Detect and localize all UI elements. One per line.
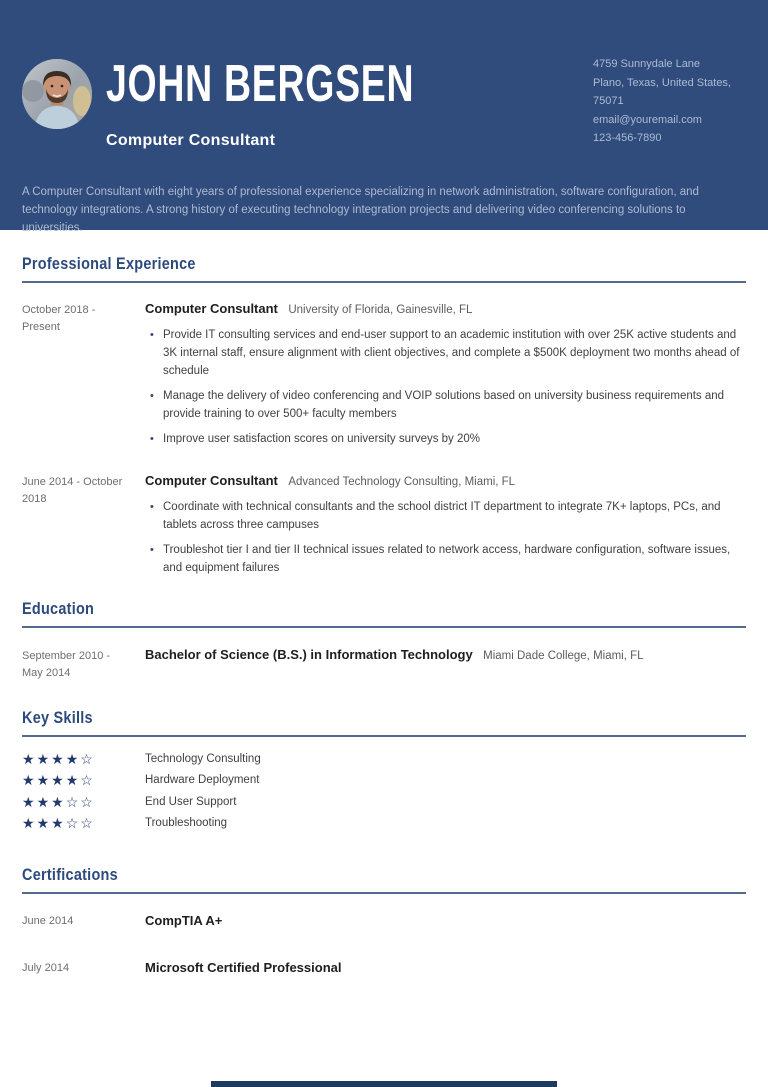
certification-date: June 2014 bbox=[22, 915, 74, 927]
star-filled-icon: ★ bbox=[36, 750, 52, 767]
contact-phone: 123-456-7890 bbox=[593, 132, 662, 144]
skill-row bbox=[22, 748, 746, 770]
resume-body bbox=[0, 254, 768, 977]
skill-label: Troubleshooting bbox=[145, 817, 228, 830]
skill-rating-stars bbox=[22, 773, 127, 787]
star-filled-icon: ★ bbox=[22, 772, 37, 789]
bullet-icon: • bbox=[150, 544, 154, 556]
education-heading: Education bbox=[22, 599, 95, 618]
job-position: Computer Consultant bbox=[145, 301, 278, 316]
bullet-text: Troubleshot tier I and tier II technical issues related to network access, hardware configuration, software issues, and equipment failures bbox=[163, 544, 731, 574]
skill-label: Hardware Deployment bbox=[145, 774, 260, 787]
star-filled-icon: ★ bbox=[51, 772, 66, 789]
avatar bbox=[22, 59, 92, 129]
job-bullets bbox=[145, 326, 746, 448]
skill-rating-stars bbox=[22, 752, 127, 766]
bullet-icon: • bbox=[150, 501, 154, 513]
star-empty-icon: ☆ bbox=[80, 750, 95, 767]
star-filled-icon: ★ bbox=[36, 772, 52, 789]
job-dates: June 2014 - October 2018 bbox=[22, 476, 123, 505]
experience-heading: Professional Experience bbox=[22, 254, 196, 273]
star-empty-icon: ☆ bbox=[65, 793, 81, 810]
bullet-item bbox=[145, 541, 746, 577]
section-education bbox=[22, 599, 746, 682]
job-entry bbox=[22, 300, 746, 455]
identity-block bbox=[106, 55, 534, 150]
job-company: University of Florida, Gainesville, FL bbox=[288, 304, 473, 316]
job-details bbox=[145, 472, 746, 584]
section-experience bbox=[22, 254, 746, 584]
skill-label: Technology Consulting bbox=[145, 752, 261, 765]
job-title-line bbox=[145, 300, 746, 318]
star-empty-icon: ☆ bbox=[80, 815, 95, 832]
bullet-item bbox=[145, 387, 746, 423]
star-filled-icon: ★ bbox=[51, 815, 66, 832]
star-empty-icon: ☆ bbox=[65, 815, 81, 832]
skill-row bbox=[22, 791, 746, 813]
job-title-line bbox=[145, 472, 746, 490]
section-certifications bbox=[22, 865, 746, 977]
bullet-text: Provide IT consulting services and end-user support to an academic institution with over 25K active students and 3K internal staff, ensure alignment with client objectives, and complete a $500K deployment two months ahead of schedule bbox=[163, 329, 740, 377]
skills-heading: Key Skills bbox=[22, 708, 93, 727]
certification-entry bbox=[22, 959, 746, 977]
job-position: Computer Consultant bbox=[145, 473, 278, 488]
star-empty-icon: ☆ bbox=[80, 772, 95, 789]
star-filled-icon: ★ bbox=[22, 815, 37, 832]
section-divider bbox=[22, 892, 746, 894]
certification-name: Microsoft Certified Professional bbox=[145, 960, 342, 975]
bullet-icon: • bbox=[150, 329, 154, 341]
school-name: Miami Dade College, Miami, FL bbox=[483, 650, 644, 662]
star-filled-icon: ★ bbox=[65, 750, 81, 767]
skills-list bbox=[22, 748, 746, 834]
bullet-text: Improve user satisfaction scores on university surveys by 20% bbox=[163, 433, 481, 445]
resume-header bbox=[0, 0, 768, 234]
education-dates: September 2010 - May 2014 bbox=[22, 650, 111, 679]
bullet-text: Manage the delivery of video conferencing and VOIP solutions based on university business requirements and provide training to over 500+ faculty members bbox=[163, 390, 725, 420]
bullet-item bbox=[145, 498, 746, 534]
degree-name: Bachelor of Science (B.S.) in Information Technology bbox=[145, 647, 473, 662]
skill-rating-stars bbox=[22, 816, 127, 830]
certification-name: CompTIA A+ bbox=[145, 913, 223, 928]
job-dates: October 2018 - Present bbox=[22, 304, 96, 333]
star-filled-icon: ★ bbox=[65, 772, 81, 789]
star-filled-icon: ★ bbox=[22, 750, 37, 767]
certifications-list bbox=[22, 912, 746, 977]
star-filled-icon: ★ bbox=[51, 793, 66, 810]
skill-row bbox=[22, 770, 746, 792]
skill-rating-stars bbox=[22, 795, 127, 809]
contact-email: email@youremail.com bbox=[593, 113, 702, 126]
footer-accent-bar bbox=[211, 1081, 557, 1087]
education-entry bbox=[22, 646, 746, 682]
star-empty-icon: ☆ bbox=[80, 793, 95, 810]
certification-entry bbox=[22, 912, 746, 930]
star-filled-icon: ★ bbox=[22, 793, 37, 810]
job-details bbox=[145, 300, 746, 455]
candidate-job-title: Computer Consultant bbox=[106, 132, 276, 149]
certifications-heading: Certifications bbox=[22, 865, 118, 884]
education-details bbox=[145, 646, 746, 682]
star-filled-icon: ★ bbox=[51, 750, 66, 767]
job-entry bbox=[22, 472, 746, 584]
section-divider bbox=[22, 735, 746, 737]
bullet-item bbox=[145, 430, 746, 448]
bullet-item bbox=[145, 326, 746, 380]
skill-row bbox=[22, 813, 746, 835]
bullet-text: Coordinate with technical consultants and the school district IT department to integrate 7K+ laptops, PCs, and tablets across three campuses bbox=[163, 501, 721, 531]
skill-label: End User Support bbox=[145, 795, 237, 808]
bullet-icon: • bbox=[150, 390, 154, 402]
job-company: Advanced Technology Consulting, Miami, FL bbox=[288, 476, 516, 488]
contact-address-line-3: 75071 bbox=[593, 95, 624, 107]
star-filled-icon: ★ bbox=[36, 815, 52, 832]
bullet-icon: • bbox=[150, 433, 154, 445]
job-bullets bbox=[145, 498, 746, 577]
contact-address-line-2: Plano, Texas, United States, bbox=[593, 76, 731, 89]
contact-block bbox=[593, 55, 731, 148]
certification-date: July 2014 bbox=[22, 962, 70, 974]
avatar-photo-icon bbox=[22, 59, 92, 129]
summary-text: A Computer Consultant with eight years of professional experience specializing in network administration, software configuration, and technology integrations. A strong history of executing technology integration projects and delivering video conferencing solutions to universities. bbox=[22, 186, 699, 234]
contact-address-line-1: 4759 Sunnydale Lane bbox=[593, 58, 701, 70]
section-key-skills bbox=[22, 708, 746, 834]
star-filled-icon: ★ bbox=[36, 793, 52, 810]
section-divider bbox=[22, 281, 746, 283]
candidate-name: JOHN BERGSEN bbox=[106, 55, 415, 113]
section-divider bbox=[22, 626, 746, 628]
